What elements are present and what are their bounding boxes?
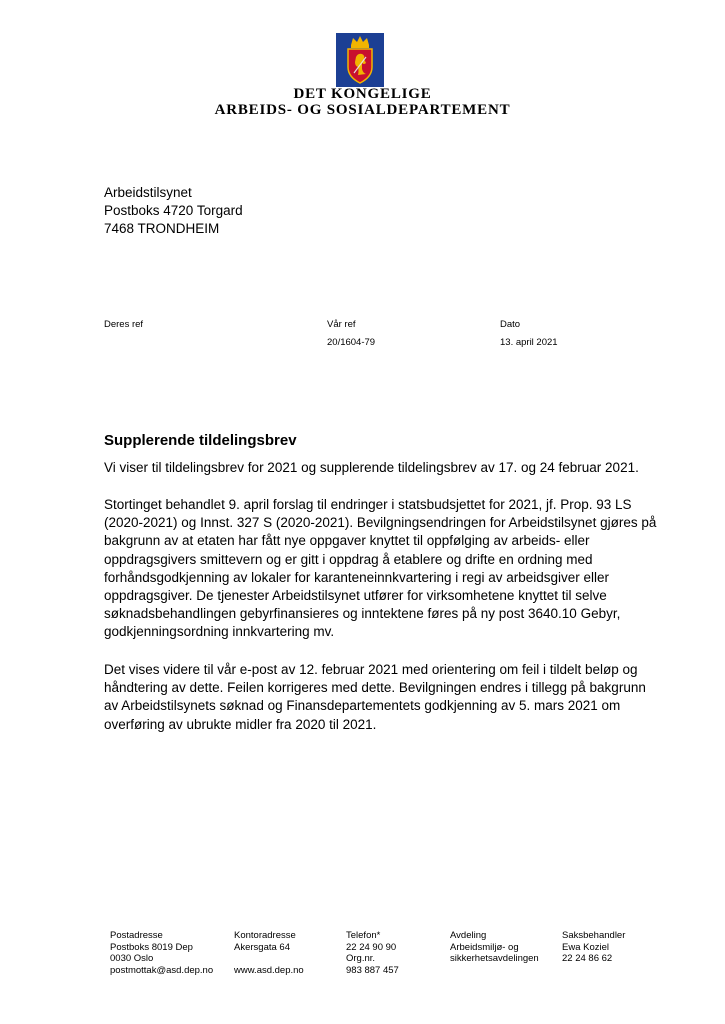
paragraph-line: Vi viser til tildelingsbrev for 2021 og supplerende tildelingsbrev av 17. og 24 februar 2021. xyxy=(104,460,639,475)
paragraph-line: Stortinget behandlet 9. april forslag til endringer i statsbudsjettet for 2021, jf. Prop. 93 LS xyxy=(104,497,632,512)
footer-line: Saksbehandler xyxy=(562,930,626,941)
recipient-address xyxy=(104,184,243,238)
paragraph-line: (2020-2021) og Innst. 327 S (2020-2021). Bevilgningsendringen for Arbeidstilsynet gjøres på xyxy=(104,515,657,531)
paragraph-1 xyxy=(104,459,664,477)
footer-line: 0030 Oslo xyxy=(110,953,154,964)
recipient-line: Postboks 4720 Torgard xyxy=(104,203,243,218)
footer-line: Postboks 8019 Dep xyxy=(110,941,193,953)
paragraph-line: bakgrunn av at etaten har fått nye oppgaver knyttet til oppfølging av arbeids- eller xyxy=(104,533,590,549)
ministry-name-line-2: ARBEIDS- OG SOSIALDEPARTEMENT xyxy=(214,102,511,118)
paragraph-line: overføring av ubrukte midler fra 2020 til 2021. xyxy=(104,716,377,732)
footer-line: Ewa Koziel xyxy=(562,941,609,953)
footer-line: Telefon* xyxy=(346,930,381,941)
paragraph-line: oppdragsgiver. De tjenester Arbeidstilsynet utfører for virksomhetene knyttet til selve xyxy=(104,588,607,604)
footer-saksbehandler xyxy=(562,930,625,965)
footer-avdeling xyxy=(450,930,539,965)
paragraph-line: Det vises videre til vår e-post av 12. februar 2021 med orientering om feil i tildelt beløp og xyxy=(104,662,638,677)
footer-line: Akersgata 64 xyxy=(234,941,290,953)
paragraph-line: av Arbeidstilsynets søknad og Finansdepartementets godkjenning av 5. mars 2021 om xyxy=(104,698,621,714)
paragraph-line: forhåndsgodkjenning av lokaler for karanteneinnkvartering i regi av arbeidsgiver eller xyxy=(104,569,610,585)
footer-kontoradresse xyxy=(234,930,304,976)
paragraph-line: søknadsbehandlingen gebyrfinansieres og inntektene føres på ny post 3640.10 Gebyr, xyxy=(104,606,621,622)
footer-line: Kontoradresse xyxy=(234,930,296,941)
footer-line: Arbeidsmiljø- og xyxy=(450,941,519,953)
footer-line: postmottak@asd.dep.no xyxy=(110,964,214,976)
recipient-line: 7468 TRONDHEIM xyxy=(104,221,220,236)
footer-line: www.asd.dep.no xyxy=(234,964,304,976)
ministry-name-line-1: DET KONGELIGE xyxy=(293,86,432,102)
footer-telefon xyxy=(346,930,399,976)
footer-line: Avdeling xyxy=(450,930,487,941)
footer-line: 22 24 86 62 xyxy=(562,953,613,964)
paragraph-line: godkjenningsordning innkvartering mv. xyxy=(104,624,335,640)
footer-line: 22 24 90 90 xyxy=(346,941,397,953)
footer-line: Postadresse xyxy=(110,930,163,941)
footer-line xyxy=(234,953,304,965)
dato-label: Dato xyxy=(500,319,521,330)
paragraph-2 xyxy=(104,496,664,642)
paragraph-3 xyxy=(104,661,664,734)
dato-value: 13. april 2021 xyxy=(500,337,558,348)
paragraph-line: oppdragsgivers smittevern og er gitt i oppdrag å etablere og drifte en ordning med xyxy=(104,551,593,567)
paragraph-line: håndtering av dette. Feilen korrigeres med dette. Bevilgningen endres i tillegg på bakgrunn xyxy=(104,680,646,696)
recipient-line: Arbeidstilsynet xyxy=(104,185,192,200)
footer-postadresse xyxy=(110,930,213,976)
footer-line: 983 887 457 xyxy=(346,964,399,976)
footer-line: sikkerhetsavdelingen xyxy=(450,953,539,964)
footer-line: Org.nr. xyxy=(346,953,376,964)
coat-of-arms-logo xyxy=(336,33,384,87)
letter-title: Supplerende tildelingsbrev xyxy=(104,432,297,449)
deres-ref-label: Deres ref xyxy=(104,319,144,330)
var-ref-value: 20/1604-79 xyxy=(327,337,376,348)
var-ref-label: Vår ref xyxy=(327,319,356,330)
